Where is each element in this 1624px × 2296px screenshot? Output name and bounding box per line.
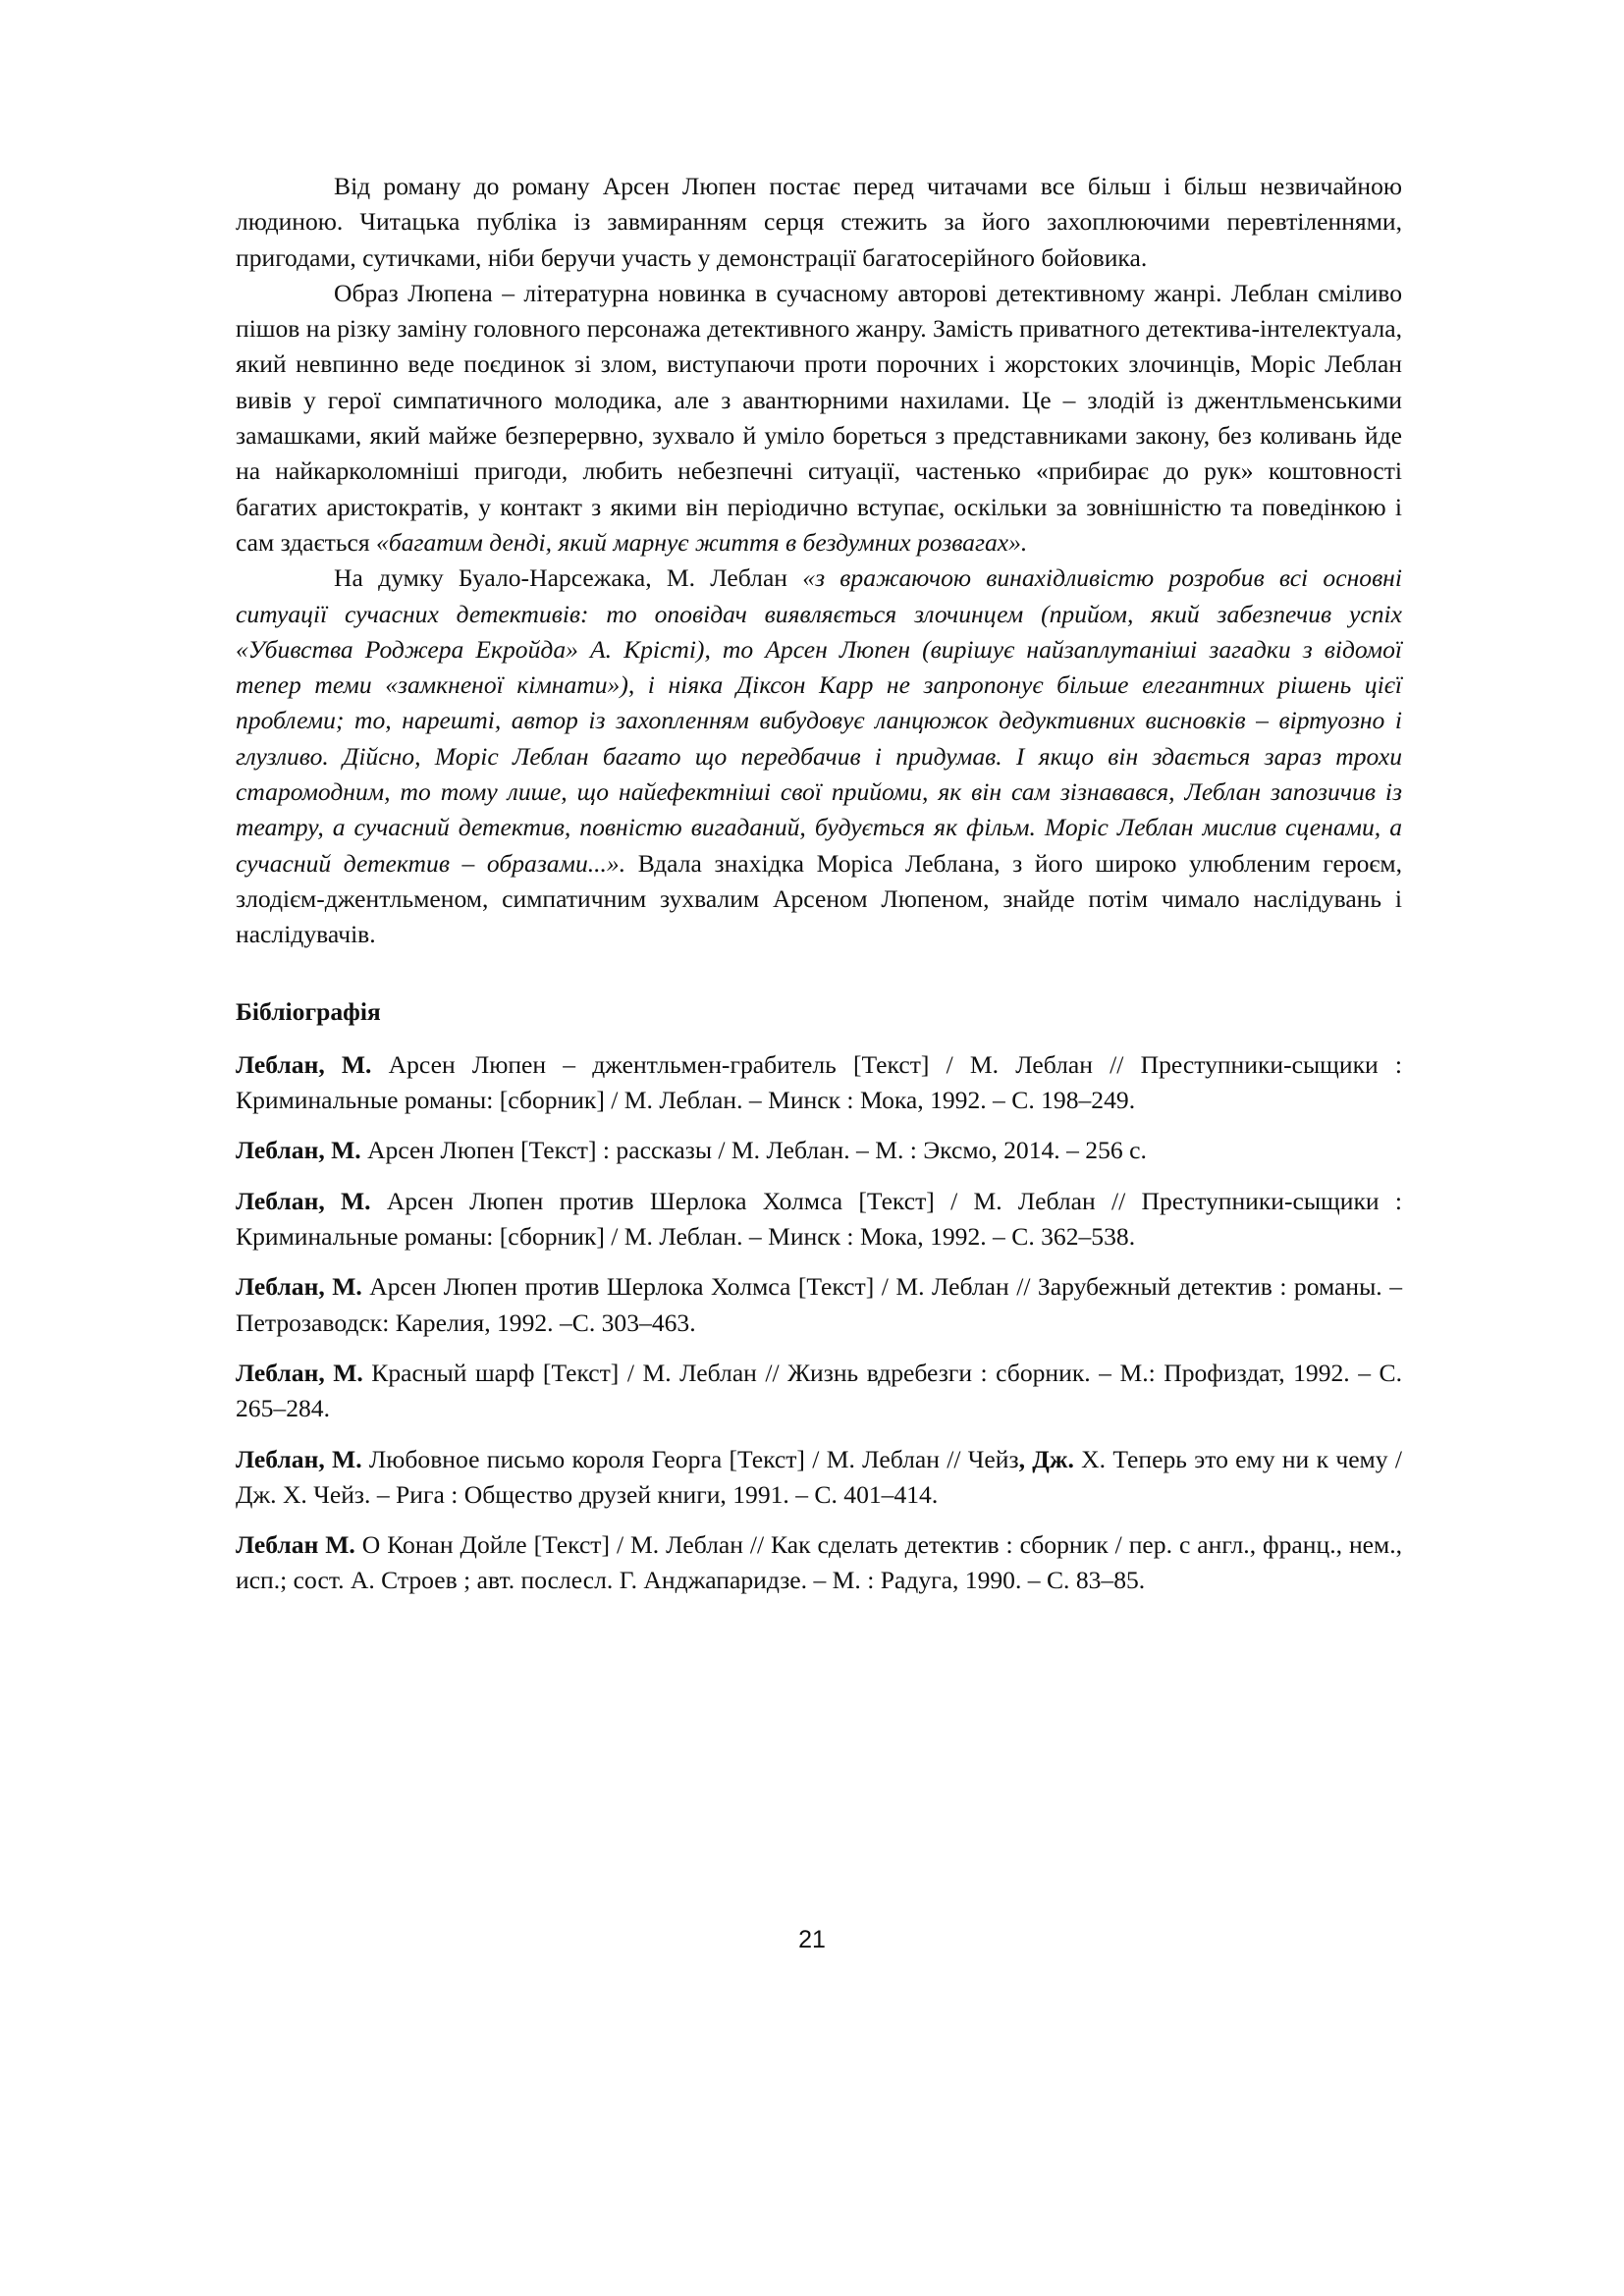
entry-text: Арсен Люпен [Текст] : рассказы / М. Леблан. – М. : Эксмо, 2014. – 256 с. [360,1136,1147,1165]
paragraph-3 [236,561,1402,952]
entry-text: Арсен Люпен – джентльмен-грабитель [Текст] / М. Леблан // Преступники-сыщики : Криминальные романы: [сборник] / М. Леблан. – Минск : Мока, 1992. – С. 198–249. [236,1049,1402,1115]
entry-author: Леблан, М. [236,1358,363,1387]
paragraph-3-lead: На думку Буало-Нарсежака, М. Леблан [334,563,803,593]
bibliography-entry [236,1047,1402,1119]
bibliography-entry [236,1356,1402,1427]
entry-text: Арсен Люпен против Шерлока Холмса [Текст] / М. Леблан // Зарубежный детектив : романы. – Петрозаводск: Карелия, 1992. –С. 303–463. [236,1272,1402,1337]
bibliography-heading: Бібліографія [236,996,381,1026]
entry-author: Леблан, М. [236,1272,362,1302]
bibliography-entry [236,1527,1402,1599]
entry-text: Красный шарф [Текст] / М. Леблан // Жизнь вдребезги : сборник. – М.: Профиздат, 1992. – С. 265–284. [236,1358,1402,1423]
paragraph-2 [236,276,1402,561]
entry-coauthor-initials: , Дж. [1018,1444,1074,1473]
bibliography-list [236,1047,1402,1599]
page-number: 21 [798,1926,826,1953]
entry-author: Леблан, М. [236,1444,362,1473]
bibliography-entry [236,1442,1402,1514]
entry-text: Любовное письмо короля Георга [Текст] / М. Леблан // Чейз [361,1444,1019,1473]
entry-text: Арсен Люпен против Шерлока Холмса [Текст] / М. Леблан // Преступники-сыщики : Криминальные романы: [сборник] / М. Леблан. – Минск : Мока, 1992. – С. 362–538. [236,1186,1402,1252]
paragraph-3-quote: «з вражаючою винахідливістю розробив всі основні ситуації сучасних детективів: то оповідач виявляється злочинцем (прийом, який забезпечив успіх «Убивства Роджера Екройда» А. Крісті), то Арсен Люпен (вирішує найзаплутаніші загадки з відомої тепер теми «замкненої кімнати»), і ніяка Діксон Карр не запропонує більше елегантних рішень цієї проблеми; то, нарешті, автор із захопленням вибудовує ланцюжок дедуктивних висновків – віртуозно і глузливо. Дійсно, Моріс Леблан багато що передбачив і придумав. І якщо він здається зараз трохи старомодним, то тому лише, що найефектніші свої прийоми, як він сам зізнавався, Леблан запозичив із театру, а сучасний детектив, повністю вигаданий, будується як фільм. Моріс Леблан мислив сценами, а сучасний детектив – образами...». [236,563,1402,878]
entry-text-continued: Х. Теперь это ему ни к чему / Дж. Х. Чейз. – Рига : Общество друзей книги, 1991. – С. 401–414. [236,1444,1402,1509]
bibliography-entry [236,1184,1402,1255]
entry-author: Леблан, М. [236,1049,372,1079]
paragraph-1: Від роману до роману Арсен Люпен постає перед читачами все більш і більш незвичайною людиною. Читацька публіка із завмиранням серця стежить за його захоплюючими перевтіленнями, пригодами, сутичками, ніби беручи участь у демонстрації багатосерійного бойовика. [236,172,1402,272]
entry-text: О Конан Дойле [Текст] / М. Леблан // Как сделать детектив : сборник / пер. с англ., франц., нем., исп.; сост. А. Строев ; авт. послесл. Г. Анджапаридзе. – М. : Радуга, 1990. – С. 83–85. [236,1530,1402,1595]
entry-author: Леблан, М. [236,1136,361,1165]
paragraph-2-quote: «багатим денді, який марнує життя в бездумних розвагах». [376,527,1028,557]
page-body [236,169,1402,1614]
paragraph-2-text: Образ Люпена – літературна новинка в сучасному авторові детективному жанрі. Леблан сміливо пішов на різку заміну головного персонажа детективного жанру. Замість приватного детектива-інтелектуала, який невпинно веде поєдинок зі злом, виступаючи проти порочних і жорстоких злочинців, Моріс Леблан вивів у герої симпатичного молодика, але з авантюрними нахилами. Це – злодій із джентльменськими замашками, який майже безперервно, зухвало й уміло бореться з представниками закону, без коливань йде на найкарколомніші пригоди, любить небезпечні ситуації, частенько «прибирає до рук» коштовності багатих аристократів, у контакт з якими він періодично вступає, оскільки за зовнішністю та поведінкою і сам здається [236,278,1403,557]
bibliography-entry [236,1269,1402,1341]
entry-author: Леблан М. [236,1530,355,1560]
bibliography-entry [236,1133,1402,1168]
entry-author: Леблан, М. [236,1186,371,1215]
paragraph-3-tail: Вдала знахідка Моріса Леблана, з його широко улюбленим героєм, злодієм-джентльменом, симпатичним зухвалим Арсеном Люпеном, знайде потім чимало наслідувань і наслідувачів. [236,848,1402,949]
